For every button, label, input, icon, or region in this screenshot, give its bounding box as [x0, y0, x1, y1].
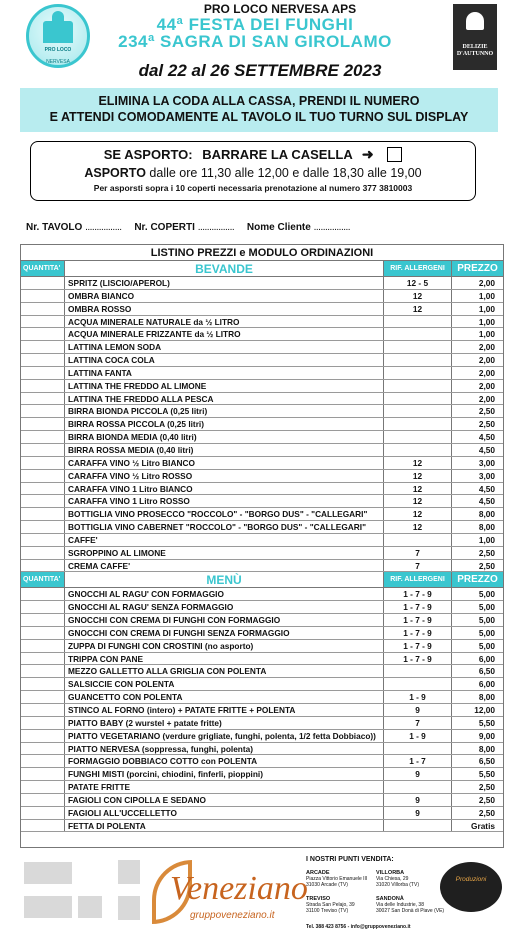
item-price: 8,00 — [478, 692, 495, 703]
arrow-right-icon: ➜ — [361, 146, 374, 162]
order-sheet — [20, 244, 504, 848]
item-name: ACQUA MINERALE NATURALE da ½ LITRO — [65, 316, 384, 328]
section-header — [21, 261, 503, 277]
qty-cell[interactable] — [21, 665, 65, 677]
item-allergens: 1 - 7 - 9 — [384, 614, 452, 626]
menu-item-row — [21, 495, 503, 508]
item-name: BOTTIGLIA VINO PROSECCO "ROCCOLO" - "BORGO DUS" - "CALLEGARI" — [65, 508, 384, 520]
item-name: CREMA CAFFE' — [65, 560, 384, 572]
produzioni-logo — [440, 862, 502, 912]
qty-cell[interactable] — [21, 328, 65, 340]
item-name: MEZZO GALLETTO ALLA GRIGLIA CON POLENTA — [65, 665, 384, 677]
item-price: 2,00 — [478, 355, 495, 366]
item-price: 1,00 — [478, 534, 495, 545]
qty-cell[interactable] — [21, 393, 65, 405]
store-address: Via Chiesa, 29 — [376, 876, 409, 882]
item-price: 2,50 — [478, 807, 495, 818]
menu-item-row — [21, 457, 503, 470]
item-name: STINCO AL FORNO (intero) + PATATE FRITTE + POLENTA — [65, 704, 384, 716]
item-name: CARAFFA VINO 1 Litro ROSSO — [65, 495, 384, 507]
item-allergens: 1 - 7 - 9 — [384, 640, 452, 652]
qty-cell[interactable] — [21, 807, 65, 819]
logo-label: PRO LOCO — [44, 47, 72, 53]
qty-cell[interactable] — [21, 470, 65, 482]
item-allergens: 12 — [384, 303, 452, 315]
qty-cell[interactable] — [21, 418, 65, 430]
store-city: 31100 Treviso (TV) — [306, 908, 349, 914]
qty-cell[interactable] — [21, 521, 65, 533]
menu-item-row — [21, 560, 503, 573]
item-price: 2,50 — [478, 406, 495, 417]
menu-item-row — [21, 508, 503, 521]
produzioni-text: Produzioni — [455, 876, 487, 883]
item-allergens: 1 - 7 - 9 — [384, 601, 452, 613]
menu-item-row — [21, 755, 503, 768]
item-price: 8,00 — [478, 522, 495, 533]
item-price: 2,00 — [478, 380, 495, 391]
qty-cell[interactable] — [21, 303, 65, 315]
event-title — [110, 16, 400, 50]
event-title-line1: 44ª FESTA DEI FUNGHI — [156, 15, 354, 34]
footer — [0, 852, 508, 938]
coperti-field[interactable] — [134, 222, 234, 233]
item-name: GNOCCHI AL RAGU' CON FORMAGGIO — [65, 588, 384, 600]
item-name: BOTTIGLIA VINO CABERNET "ROCCOLO" - "BORGO DUS" - "CALLEGARI" — [65, 521, 384, 533]
item-price: 8,00 — [478, 743, 495, 754]
allergens-header: RIF. ALLERGENI — [384, 261, 452, 276]
item-price: 2,00 — [478, 367, 495, 378]
item-allergens — [384, 354, 452, 366]
item-price: 1,00 — [478, 303, 495, 314]
menu-item-row — [21, 328, 503, 341]
menu-item-row — [21, 405, 503, 418]
item-allergens — [384, 316, 452, 328]
item-name: LATTINA THE FREDDO AL LIMONE — [65, 380, 384, 392]
item-price: 4,50 — [478, 496, 495, 507]
store-block — [306, 896, 355, 914]
qty-cell[interactable] — [21, 653, 65, 665]
qty-header: QUANTITA' — [21, 261, 65, 276]
menu-item-row — [21, 547, 503, 560]
qty-cell[interactable] — [21, 457, 65, 469]
qty-cell[interactable] — [21, 640, 65, 652]
item-price: 2,50 — [478, 782, 495, 793]
item-name: OMBRA ROSSO — [65, 303, 384, 315]
item-allergens: 7 — [384, 717, 452, 729]
cliente-dots: ................ — [313, 222, 351, 233]
qty-cell[interactable] — [21, 588, 65, 600]
item-name: FUNGHI MISTI (porcini, chiodini, finferli, pioppini) — [65, 768, 384, 780]
event-title-line2: 234ª SAGRA DI SAN GIROLAMO — [118, 32, 392, 51]
menu-item-row — [21, 743, 503, 756]
sheet-title: LISTINO PREZZI e MODULO ORDINAZIONI — [21, 245, 503, 261]
item-allergens — [384, 328, 452, 340]
item-name: OMBRA BIANCO — [65, 290, 384, 302]
item-allergens — [384, 418, 452, 430]
item-price: 3,00 — [478, 470, 495, 481]
menu-item-row — [21, 588, 503, 601]
qty-cell[interactable] — [21, 367, 65, 379]
asporto-line — [31, 146, 475, 163]
brand-site: gruppoveneziano.it — [190, 910, 275, 921]
menu-item-row — [21, 470, 503, 483]
item-name: SALSICCIE CON POLENTA — [65, 678, 384, 690]
pro-loco-logo — [26, 4, 90, 68]
item-name: FAGIOLI CON CIPOLLA E SEDANO — [65, 794, 384, 806]
header — [0, 0, 508, 82]
qty-header: QUANTITA' — [21, 572, 65, 587]
store-city: 30027 San Donà di Piave (VE) — [376, 908, 445, 914]
allergens-header: RIF. ALLERGENI — [384, 572, 452, 587]
item-name: GNOCCHI CON CREMA DI FUNGHI SENZA FORMAGGIO — [65, 627, 384, 639]
item-allergens: 9 — [384, 768, 452, 780]
item-name: BIRRA ROSSA MEDIA (0,40 litri) — [65, 444, 384, 456]
item-allergens — [384, 393, 452, 405]
logo-sublabel: NERVESA — [46, 59, 70, 65]
item-name: LATTINA LEMON SODA — [65, 341, 384, 353]
price-header: PREZZO — [452, 572, 503, 587]
menu-item-row — [21, 483, 503, 496]
asporto-hours-line — [31, 166, 475, 180]
qty-cell[interactable] — [21, 794, 65, 806]
item-price: 6,50 — [478, 666, 495, 677]
cliente-field[interactable] — [247, 222, 350, 233]
qty-cell[interactable] — [21, 820, 65, 832]
item-price: 2,00 — [478, 278, 495, 288]
qty-cell[interactable] — [21, 730, 65, 742]
item-price: 2,50 — [478, 794, 495, 805]
item-price: 9,00 — [478, 730, 495, 741]
item-name: ZUPPA DI FUNGHI CON CROSTINI (no asporto) — [65, 640, 384, 652]
item-allergens: 1 - 9 — [384, 691, 452, 703]
item-price: 12,00 — [474, 705, 495, 715]
item-allergens — [384, 431, 452, 443]
item-name: CARAFFA VINO ½ Litro BIANCO — [65, 457, 384, 469]
store-name: VILLORBA — [376, 870, 405, 876]
delizie-line1: DELIZIE — [462, 44, 488, 50]
item-allergens: 9 — [384, 794, 452, 806]
menu-item-row — [21, 601, 503, 614]
asporto-note: Per asporsti sopra i 10 coperti necessaria prenotazione al numero 377 3810003 — [93, 183, 413, 193]
coperti-dots: ................ — [197, 222, 235, 233]
delizie-text — [453, 44, 497, 58]
qty-cell[interactable] — [21, 354, 65, 366]
item-price: 2,50 — [478, 547, 495, 558]
store-name: TREVISO — [306, 896, 331, 902]
store-name: SANDONÀ — [376, 896, 404, 902]
qty-cell[interactable] — [21, 483, 65, 495]
item-price: 5,50 — [478, 717, 495, 728]
delizie-line2: D'AUTUNNO — [456, 51, 494, 57]
mushroom-icon — [466, 12, 484, 30]
menu-item-row — [21, 717, 503, 730]
item-name: CARAFFA VINO ½ Litro ROSSO — [65, 470, 384, 482]
item-price: 6,00 — [478, 679, 495, 690]
item-allergens — [384, 665, 452, 677]
item-allergens — [384, 405, 452, 417]
item-price: 1,00 — [478, 329, 495, 340]
store-city: 31020 Villorba (TV) — [376, 882, 419, 888]
qty-cell[interactable] — [21, 380, 65, 392]
item-name: LATTINA FANTA — [65, 367, 384, 379]
qty-cell[interactable] — [21, 534, 65, 546]
item-price: 5,00 — [478, 627, 495, 638]
menu-item-row — [21, 303, 503, 316]
item-name: LATTINA COCA COLA — [65, 354, 384, 366]
item-price: 5,00 — [478, 640, 495, 651]
menu-item-row — [21, 316, 503, 329]
order-fields — [26, 222, 506, 233]
qty-cell[interactable] — [21, 290, 65, 302]
store-block — [376, 896, 444, 914]
menu-sections — [21, 261, 503, 832]
item-allergens: 1 - 9 — [384, 730, 452, 742]
item-allergens: 12 — [384, 521, 452, 533]
store-address: Via delle Industrie, 38 — [376, 902, 424, 908]
qty-cell[interactable] — [21, 495, 65, 507]
asporto-action: BARRARE LA CASELLA — [202, 147, 353, 162]
menu-item-row — [21, 367, 503, 380]
brand-name: Veneziano — [170, 870, 308, 907]
organizer-name: PRO LOCO NERVESA APS — [203, 2, 357, 16]
item-allergens: 1 - 7 - 9 — [384, 588, 452, 600]
banner-line1: ELIMINA LA CODA ALLA CASSA, PRENDI IL NUMERO — [98, 94, 420, 108]
item-price: 4,50 — [478, 483, 495, 494]
qty-cell[interactable] — [21, 768, 65, 780]
menu-item-row — [21, 277, 503, 290]
menu-item-row — [21, 290, 503, 303]
item-price: 5,00 — [478, 615, 495, 626]
event-dates: dal 22 al 26 SETTEMBRE 2023 — [138, 61, 382, 80]
item-name: PATATE FRITTE — [65, 781, 384, 793]
qty-cell[interactable] — [21, 444, 65, 456]
menu-item-row — [21, 781, 503, 794]
item-price: 2,00 — [478, 393, 495, 404]
sponsor-logo — [24, 896, 72, 918]
item-name: PIATTO NERVESA (soppressa, funghi, polenta) — [65, 743, 384, 755]
tavolo-dots: ................ — [85, 222, 122, 233]
tavolo-label: Nr. TAVOLO — [26, 222, 83, 233]
menu-item-row — [21, 794, 503, 807]
item-allergens — [384, 678, 452, 690]
item-name: BIRRA ROSSA PICCOLA (0,25 litri) — [65, 418, 384, 430]
section-title: BEVANDE — [65, 261, 384, 276]
store-block — [376, 870, 419, 888]
item-allergens — [384, 341, 452, 353]
item-name: FAGIOLI ALL'UCCELLETTO — [65, 807, 384, 819]
item-price: 4,50 — [478, 432, 495, 443]
qty-cell[interactable] — [21, 691, 65, 703]
menu-item-row — [21, 393, 503, 406]
item-allergens: 12 — [384, 457, 452, 469]
item-allergens — [384, 380, 452, 392]
store-address: Strada San Pelajo, 39 — [306, 902, 355, 908]
section-title: MENÙ — [65, 572, 384, 587]
qty-cell[interactable] — [21, 743, 65, 755]
item-name: CAFFE' — [65, 534, 384, 546]
menu-item-row — [21, 444, 503, 457]
cliente-label: Nome Cliente — [246, 222, 311, 233]
menu-item-row — [21, 653, 503, 666]
item-name: PIATTO VEGETARIANO (verdure grigliate, funghi, polenta, 1/2 fetta Dobbiaco)) — [65, 730, 384, 742]
banner-line2: E ATTENDI COMODAMENTE AL TAVOLO IL TUO TURNO SUL DISPLAY — [49, 110, 469, 124]
qty-cell[interactable] — [21, 508, 65, 520]
item-allergens: 1 - 7 — [384, 755, 452, 767]
asporto-hours: dalle ore 11,30 alle 12,00 e dalle 18,30 alle 19,00 — [149, 166, 422, 180]
item-price: 2,00 — [478, 342, 495, 353]
item-allergens: 12 — [384, 470, 452, 482]
asporto-label: SE ASPORTO: — [103, 147, 193, 162]
item-price: 5,00 — [478, 589, 495, 600]
item-price: 4,50 — [478, 444, 495, 455]
item-name: GNOCCHI AL RAGU' SENZA FORMAGGIO — [65, 601, 384, 613]
item-allergens — [384, 820, 452, 832]
item-allergens: 12 — [384, 290, 452, 302]
menu-item-row — [21, 678, 503, 691]
item-name: BIRRA BIONDA MEDIA (0,40 litri) — [65, 431, 384, 443]
section-header — [21, 572, 503, 588]
delizie-logo — [453, 4, 497, 70]
menu-item-row — [21, 614, 503, 627]
sponsor-logo — [24, 862, 72, 884]
qty-cell[interactable] — [21, 601, 65, 613]
item-allergens: 7 — [384, 560, 452, 572]
sponsor-logo — [118, 860, 140, 884]
item-allergens: 12 — [384, 508, 452, 520]
item-allergens: 9 — [384, 807, 452, 819]
asporto-checkbox[interactable] — [387, 147, 402, 162]
asporto-hours-label: ASPORTO — [84, 166, 146, 180]
store-address: Piazza Vittorio Emanuele III — [306, 876, 368, 882]
item-allergens — [384, 444, 452, 456]
item-allergens — [384, 743, 452, 755]
item-price: 5,00 — [478, 602, 495, 613]
item-price: 3,00 — [478, 457, 495, 468]
menu-item-row — [21, 431, 503, 444]
queue-banner — [20, 88, 498, 132]
qty-cell[interactable] — [21, 717, 65, 729]
item-price: 5,50 — [478, 769, 495, 780]
item-allergens: 12 — [384, 483, 452, 495]
item-price: Gratis — [471, 820, 495, 831]
qty-cell[interactable] — [21, 627, 65, 639]
qty-cell[interactable] — [21, 405, 65, 417]
item-price: 6,50 — [478, 756, 495, 767]
menu-item-row — [21, 341, 503, 354]
menu-item-row — [21, 534, 503, 547]
price-header: PREZZO — [452, 261, 503, 276]
item-name: SPRITZ (LISCIO/APEROL) — [65, 277, 384, 289]
item-allergens: 12 — [384, 495, 452, 507]
menu-item-row — [21, 807, 503, 820]
sponsor-logo — [118, 896, 140, 920]
qty-cell[interactable] — [21, 341, 65, 353]
menu-item-row — [21, 640, 503, 653]
qty-cell[interactable] — [21, 560, 65, 572]
qty-cell[interactable] — [21, 431, 65, 443]
coperti-label: Nr. COPERTI — [134, 222, 195, 233]
item-name: SGROPPINO AL LIMONE — [65, 547, 384, 559]
qty-cell[interactable] — [21, 781, 65, 793]
item-allergens: 9 — [384, 704, 452, 716]
qty-cell[interactable] — [21, 277, 65, 289]
menu-item-row — [21, 768, 503, 781]
qty-cell[interactable] — [21, 316, 65, 328]
qty-cell[interactable] — [21, 704, 65, 716]
item-price: 1,00 — [478, 290, 495, 301]
item-price: 1,00 — [478, 316, 495, 327]
store-name: ARCADE — [306, 870, 330, 876]
item-allergens — [384, 781, 452, 793]
item-name: LATTINA THE FREDDO ALLA PESCA — [65, 393, 384, 405]
qty-cell[interactable] — [21, 755, 65, 767]
item-allergens — [384, 534, 452, 546]
menu-item-row — [21, 521, 503, 534]
item-price: 2,50 — [478, 560, 495, 571]
item-name: BIRRA BIONDA PICCOLA (0,25 litri) — [65, 405, 384, 417]
item-allergens: 12 - 5 — [384, 277, 452, 289]
tavolo-field[interactable] — [26, 222, 122, 233]
menu-item-row — [21, 691, 503, 704]
item-allergens — [384, 367, 452, 379]
item-price: 6,00 — [478, 653, 495, 664]
menu-item-row — [21, 380, 503, 393]
item-name: GUANCETTO CON POLENTA — [65, 691, 384, 703]
item-name: ACQUA MINERALE FRIZZANTE da ½ LITRO — [65, 328, 384, 340]
menu-item-row — [21, 418, 503, 431]
item-allergens: 1 - 7 - 9 — [384, 653, 452, 665]
menu-item-row — [21, 820, 503, 833]
menu-item-row — [21, 704, 503, 717]
qty-cell[interactable] — [21, 547, 65, 559]
item-allergens: 7 — [384, 547, 452, 559]
contact-info: Tel. 388 423 8756 - info@gruppoveneziano.it — [306, 924, 411, 930]
qty-cell[interactable] — [21, 614, 65, 626]
menu-item-row — [21, 665, 503, 678]
asporto-box — [30, 141, 476, 201]
menu-item-row — [21, 627, 503, 640]
item-allergens: 1 - 7 - 9 — [384, 627, 452, 639]
menu-item-row — [21, 354, 503, 367]
store-city: 31030 Arcade (TV) — [306, 882, 348, 888]
item-name: FETTA DI POLENTA — [65, 820, 384, 832]
item-name: PIATTO BABY (2 wurstel + patate fritte) — [65, 717, 384, 729]
item-name: CARAFFA VINO 1 Litro BIANCO — [65, 483, 384, 495]
item-name: FORMAGGIO DOBBIACO COTTO con POLENTA — [65, 755, 384, 767]
sponsor-logo — [78, 896, 102, 918]
item-price: 8,00 — [478, 509, 495, 520]
menu-item-row — [21, 730, 503, 743]
qty-cell[interactable] — [21, 678, 65, 690]
veneziano-logo — [150, 858, 308, 930]
store-block — [306, 870, 367, 888]
stores-title: I NOSTRI PUNTI VENDITA: — [306, 856, 394, 863]
item-name: GNOCCHI CON CREMA DI FUNGHI CON FORMAGGIO — [65, 614, 384, 626]
item-name: TRIPPA CON PANE — [65, 653, 384, 665]
item-price: 2,50 — [478, 419, 495, 430]
